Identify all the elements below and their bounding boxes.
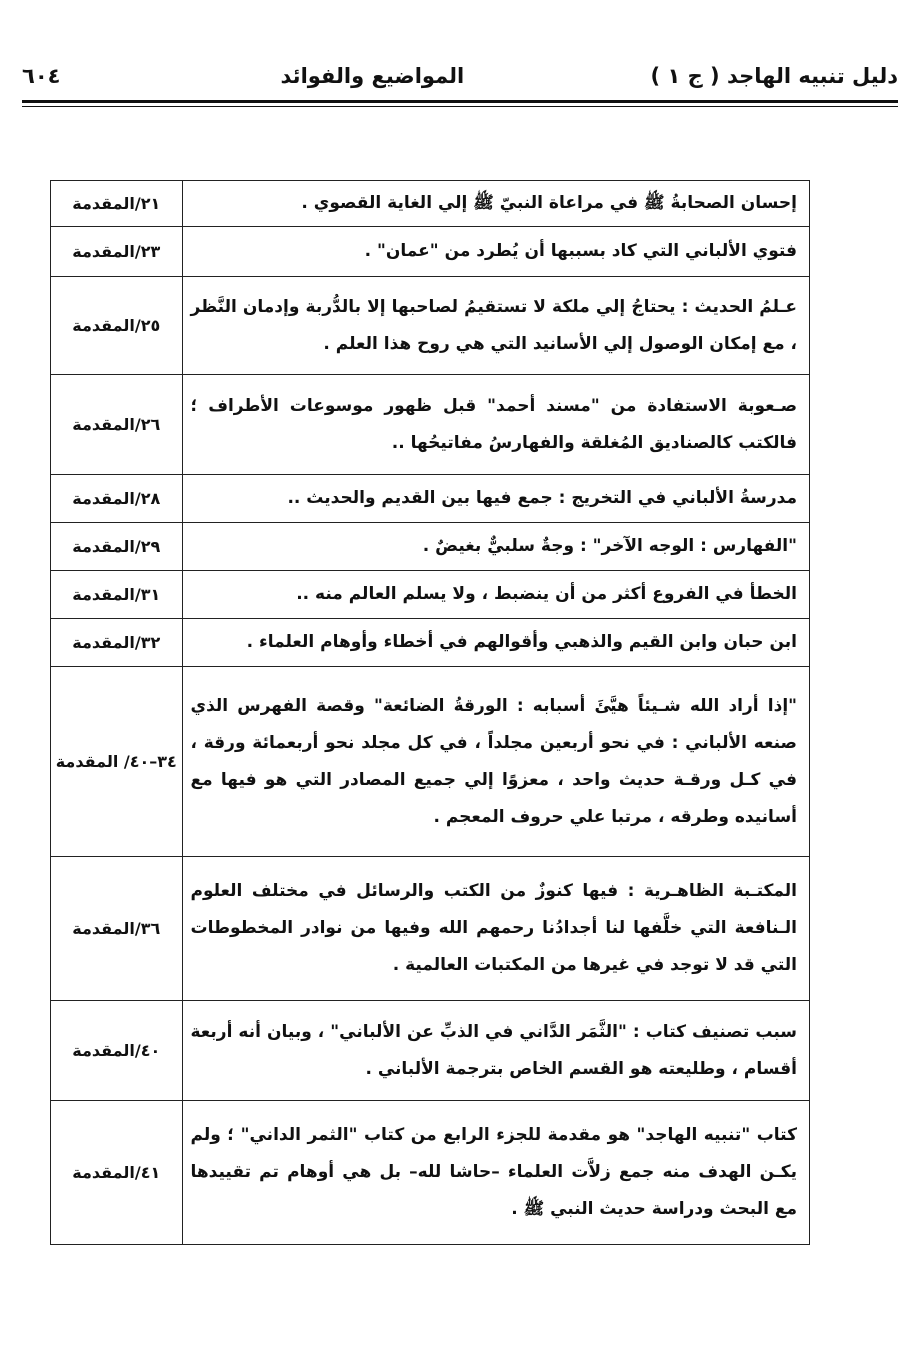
topic-cell: "إذا أراد الله شـيئاً هيَّئَ أسبابه : الورقةُ الضائعة" وقصة الفهرس الذي صنعه الألباني : في نحو أربعين مجلداً ، في كل مجلد نحو أربعمائة ورقة ، في كـل ورقـة حديث واحد ، معزوًا إلي جميع المصادر التي هو فيها مع أسانيده وطرقه ، مرتبا علي حروف المعجم . bbox=[182, 667, 810, 857]
page-ref-cell: ٣٢/المقدمة bbox=[51, 619, 183, 667]
table-row bbox=[51, 1001, 810, 1101]
page-number: ٦٠٤ bbox=[22, 64, 61, 88]
table-row bbox=[51, 667, 810, 857]
page-ref-cell: ٣٤–٤٠/ المقدمة bbox=[51, 667, 183, 857]
topic-cell: مدرسةُ الألباني في التخريج : جمع فيها بين القديم والحديث .. bbox=[182, 475, 810, 523]
table-row bbox=[51, 1101, 810, 1245]
section-title: المواضيع والفوائد bbox=[280, 64, 465, 88]
topic-cell: صـعوبة الاستفادة من "مسند أحمد" قبل ظهور موسوعات الأطراف ؛ فالكتب كالصناديق المُغلقة والفهارسُ مفاتيحُها .. bbox=[182, 375, 810, 475]
table-row bbox=[51, 375, 810, 475]
page-ref-cell: ٢٣/المقدمة bbox=[51, 227, 183, 277]
table-row bbox=[51, 523, 810, 571]
table-row bbox=[51, 571, 810, 619]
page-ref-cell: ٢٦/المقدمة bbox=[51, 375, 183, 475]
topic-cell: ابن حبان وابن القيم والذهبي وأقوالهم في أخطاء وأوهام العلماء . bbox=[182, 619, 810, 667]
topic-cell: سبب تصنيف كتاب : "الثَّمَر الدَّاني في الذبِّ عن الألباني" ، وبيان أنه أربعة أقسام ، وطليعته هو القسم الخاص بترجمة الألباني . bbox=[182, 1001, 810, 1101]
page-ref-cell: ٢٩/المقدمة bbox=[51, 523, 183, 571]
page-ref-cell: ٣١/المقدمة bbox=[51, 571, 183, 619]
topic-cell: المكتـبة الظاهـرية : فيها كنوزٌ من الكتب والرسائل في مختلف العلوم الـنافعة التي خلَّفها لنا أجدادُنا رحمهم الله وفيها من نوادر المخطوطات التي قد لا توجد في غيرها من المكتبات العالمية . bbox=[182, 857, 810, 1001]
topic-cell: فتوي الألباني التي كاد بسببها أن يُطرد من "عمان" . bbox=[182, 227, 810, 277]
topics-index-table bbox=[50, 180, 810, 1245]
table-row bbox=[51, 227, 810, 277]
header-rule-thin bbox=[22, 106, 898, 107]
page-ref-cell: ٤٠/المقدمة bbox=[51, 1001, 183, 1101]
table-row bbox=[51, 475, 810, 523]
page-ref-cell: ٣٦/المقدمة bbox=[51, 857, 183, 1001]
table-row bbox=[51, 181, 810, 227]
page-ref-cell: ٢٥/المقدمة bbox=[51, 277, 183, 375]
page-ref-cell: ٤١/المقدمة bbox=[51, 1101, 183, 1245]
page-header bbox=[22, 52, 898, 100]
page-ref-cell: ٢٨/المقدمة bbox=[51, 475, 183, 523]
topic-cell: الخطأ في الفروع أكثر من أن ينضبط ، ولا يسلم العالم منه .. bbox=[182, 571, 810, 619]
page-ref-cell: ٢١/المقدمة bbox=[51, 181, 183, 227]
table-row bbox=[51, 857, 810, 1001]
header-rule bbox=[22, 100, 898, 103]
topic-cell: إحسان الصحابةُ ﷺ في مراعاة النبيّ ﷺ إلي الغاية القصوي . bbox=[182, 181, 810, 227]
table-row bbox=[51, 277, 810, 375]
table-row bbox=[51, 619, 810, 667]
topic-cell: عـلمُ الحديث : يحتاجُ إلي ملكة لا تستقيمُ لصاحبها إلا بالدُّربة وإدمان النَّظر ، مع إمكان الوصول إلي الأسانيد التي هي روح هذا العلم . bbox=[182, 277, 810, 375]
topic-cell: كتاب "تنبيه الهاجد" هو مقدمة للجزء الرابع من كتاب "الثمر الداني" ؛ ولم يكـن الهدف منه جمع زلاَّت العلماء –حاشا لله– بل هي أوهام تم تقييدها مع البحث ودراسة حديث النبي ﷺ . bbox=[182, 1101, 810, 1245]
topic-cell: "الفهارس : الوجه الآخر" : وجةٌ سلبيٌّ بغيضٌ . bbox=[182, 523, 810, 571]
book-title: دليل تنبيه الهاجد ( ج ١ ) bbox=[650, 64, 898, 88]
